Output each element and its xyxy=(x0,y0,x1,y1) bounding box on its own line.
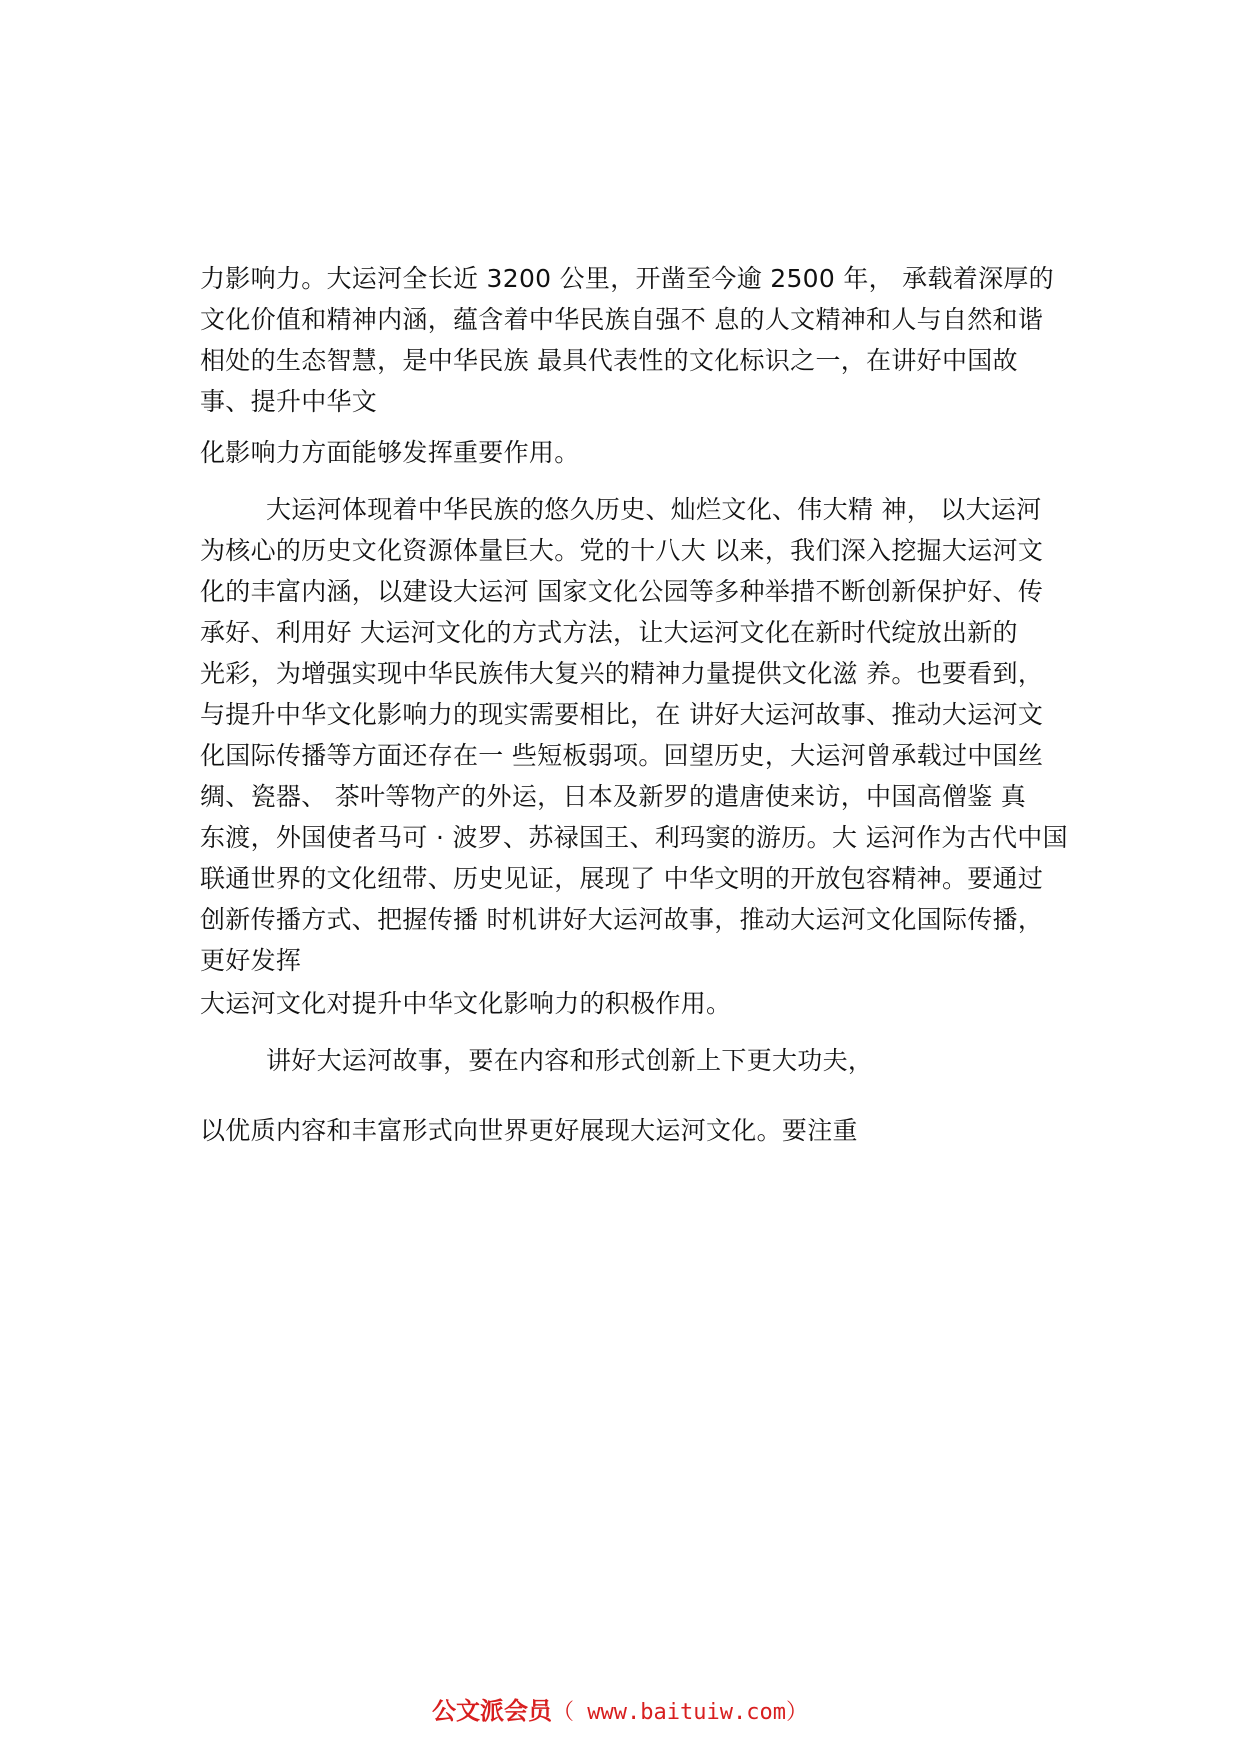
footer-label: 公文派会员 xyxy=(432,1697,553,1725)
paragraph-line: 大运河体现着中华民族的悠久历史、灿烂文化、伟大精 神， 以大运河 xyxy=(266,495,1042,524)
paragraph-line: 承好、利用好 大运河文化的方式方法，让大运河文化在新时代绽放出新的 xyxy=(200,618,1018,647)
paragraph-2 xyxy=(200,489,1080,981)
paragraph-line: 相处的生态智慧，是中华民族 最具代表性的文化标识之一，在讲好中国故 xyxy=(200,346,1018,375)
paragraph-line: 以优质内容和丰富形式向世界更好展现大运河文化。要注重 xyxy=(200,1116,858,1145)
paragraph-line: 文化价值和精神内涵，蕴含着中华民族自强不 息的人文精神和人与自然和谐 xyxy=(200,305,1044,334)
paragraph-line: 绸、瓷器、 茶叶等物产的外运，日本及新罗的遣唐使来访，中国高僧鉴 真 xyxy=(200,782,1027,811)
footer-watermark xyxy=(0,1691,1240,1726)
paragraph-line: 与提升中华文化影响力的现实需要相比，在 讲好大运河故事、推动大运河文 xyxy=(200,700,1044,729)
paragraph-line: 力影响力。大运河全长近 3200 公里，开凿至今逾 2500 年， 承载着深厚的 xyxy=(200,264,1054,293)
paragraph-line: 化国际传播等方面还存在一 些短板弱项。回望历史，大运河曾承载过中国丝 xyxy=(200,741,1044,770)
paragraph-line: 为核心的历史文化资源体量巨大。党的十八大 以来，我们深入挖掘大运河文 xyxy=(200,536,1044,565)
paragraph-1-end xyxy=(200,432,1080,473)
paragraph-line: 化的丰富内涵，以建设大运河 国家文化公园等多种举措不断创新保护好、传 xyxy=(200,577,1044,606)
paragraph-line: 联通世界的文化纽带、历史见证，展现了 中华文明的开放包容精神。要通过 xyxy=(200,864,1044,893)
paragraph-line: 东渡，外国使者马可 · 波罗、苏禄国王、利玛窦的游历。大 运河作为古代中国 xyxy=(200,823,1068,852)
paragraph-line: 讲好大运河故事，要在内容和形式创新上下更大功夫， xyxy=(266,1046,874,1075)
paragraph-line: 更好发挥 xyxy=(200,946,302,975)
paragraph-3 xyxy=(200,1040,1080,1081)
paragraph-2-end xyxy=(200,983,1080,1024)
paragraph-line: 事、提升中华文 xyxy=(200,387,378,416)
paragraph-3-continued xyxy=(200,1110,1080,1151)
paragraph-1 xyxy=(200,258,1080,422)
footer-url[interactable]: （ www.baituiw.com） xyxy=(552,1700,808,1725)
paragraph-line: 光彩，为增强实现中华民族伟大复兴的精神力量提供文化滋 养。也要看到， xyxy=(200,659,1044,688)
paragraph-line: 化影响力方面能够发挥重要作用。 xyxy=(200,438,580,467)
paragraph-line: 大运河文化对提升中华文化影响力的积极作用。 xyxy=(200,989,732,1018)
paragraph-line: 创新传播方式、把握传播 时机讲好大运河故事，推动大运河文化国际传播， xyxy=(200,905,1044,934)
